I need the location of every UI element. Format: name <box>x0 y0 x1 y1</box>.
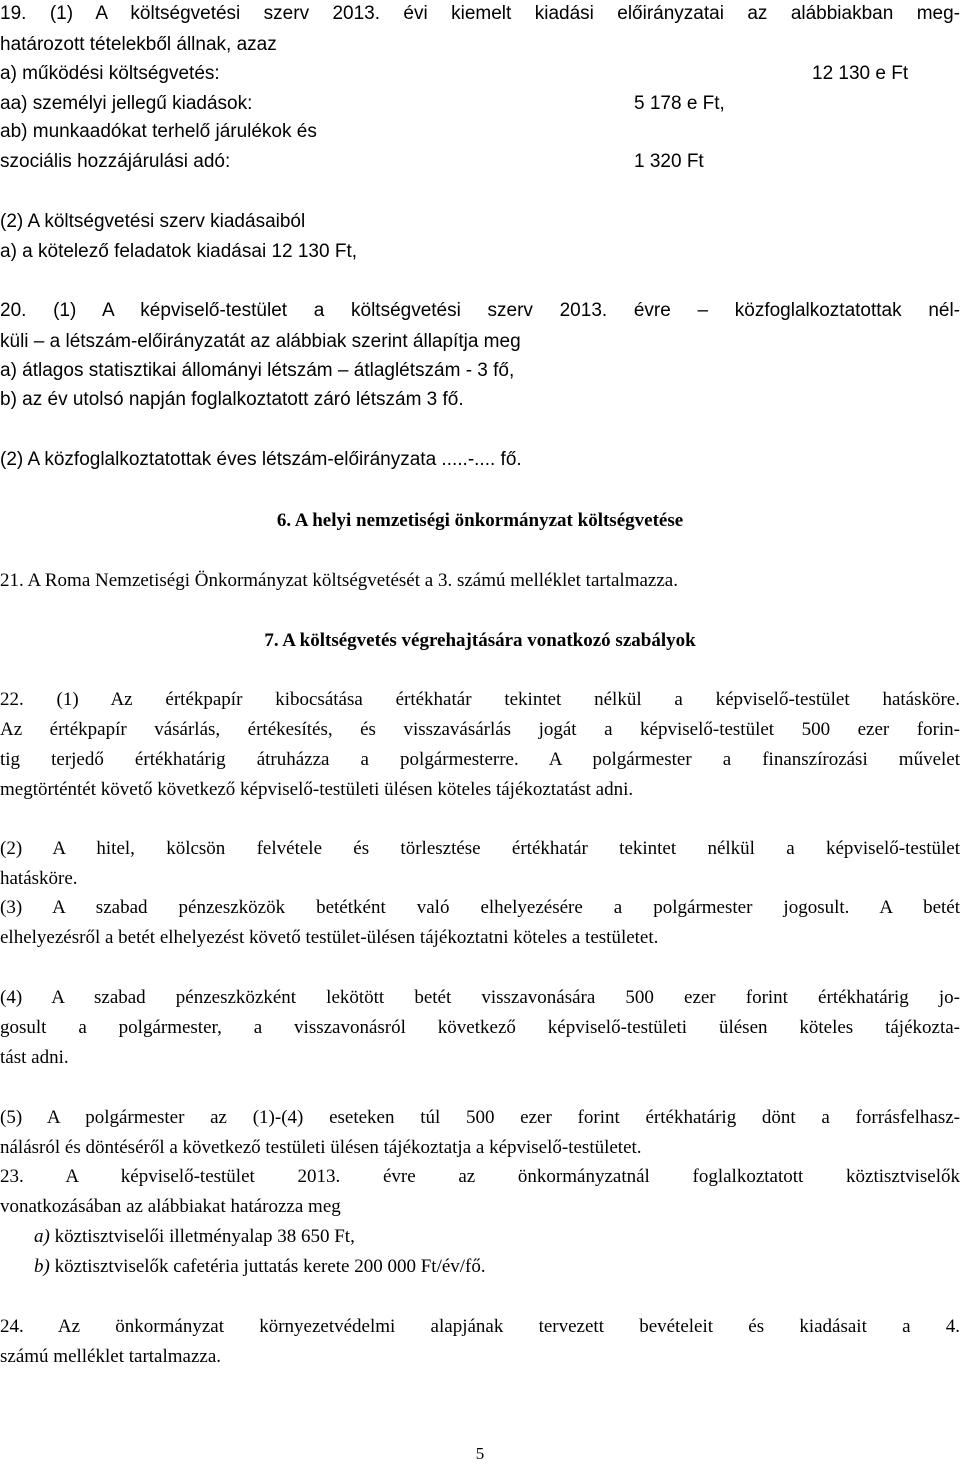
s19-aa-label: aa) személyi jellegű kiadások: <box>0 93 253 114</box>
s19-p2-line-1: (2) A költségvetési szerv kiadásaiból <box>0 211 306 232</box>
s23-item-b-marker: b) <box>34 1256 50 1277</box>
section-heading-6: 6. A helyi nemzetiségi önkormányzat költségvetése <box>276 510 684 531</box>
s24-line-1: 24. Az önkormányzat környezetvédelmi alapjának tervezett bevételeit és kiadásait a 4. <box>0 1316 960 1337</box>
s23-item-b <box>34 1256 934 1278</box>
s21-line: 21. A Roma Nemzetiségi Önkormányzat költségvetését a 3. számú melléklet tartalmazza. <box>0 570 678 591</box>
page-number: 5 <box>475 1444 485 1463</box>
s22-p4-line-2: gosult a polgármester, a visszavonásról következő képviselő-testületi ülésen köteles tájékozta- <box>0 1017 960 1038</box>
s19-line-1: 19. (1) A költségvetési szerv 2013. évi kiemelt kiadási előirányzatai az alábbiakban meg- <box>0 3 960 24</box>
s23-line-2: vonatkozásában az alábbiakat határozza meg <box>0 1196 341 1217</box>
s22-p5-line-2: nálásról és döntéséről a következő testületi ülésen tájékoztatja a képviselő-testületet. <box>0 1137 642 1158</box>
s22-line-2: Az értékpapír vásárlás, értékesítés, és visszavásárlás jogát a képviselő-testület 500 ezer forin- <box>0 719 960 740</box>
s23-item-a <box>34 1226 934 1248</box>
s23-item-a-marker: a) <box>34 1226 50 1247</box>
s20-line-2: küli – a létszám-előirányzatát az alábbiak szerint állapítja meg <box>0 331 521 352</box>
s19-ab-label-2: szociális hozzájárulási adó: <box>0 151 231 172</box>
s22-line-4: megtörténtét követő következő képviselő-testületi ülésen köteles tájékoztatást adni. <box>0 779 634 800</box>
s23-line-1: 23. A képviselő-testület 2013. évre az önkormányzatnál foglalkoztatott köztisztviselők <box>0 1166 960 1187</box>
s19-a-label: a) működési költségvetés: <box>0 63 220 84</box>
s20-line-4: b) az év utolsó napján foglalkoztatott záró létszám 3 fő. <box>0 389 464 410</box>
section-heading-7: 7. A költségvetés végrehajtására vonatkozó szabályok <box>264 630 696 651</box>
s23-item-a-text: köztisztviselői illetményalap 38 650 Ft, <box>49 1226 355 1247</box>
s22-p4-line-3: tást adni. <box>0 1047 69 1068</box>
s19-a-value: 12 130 e Ft <box>812 63 909 84</box>
s20-line-3: a) átlagos statisztikai állományi létszám – átlaglétszám - 3 fő, <box>0 360 515 381</box>
s22-p2-line-1: (2) A hitel, kölcsön felvétele és törlesztése értékhatár tekintet nélkül a képviselő-testület <box>0 838 960 859</box>
s23-item-b-text: köztisztviselők cafetéria juttatás kerete 200 000 Ft/év/fő. <box>49 1256 486 1277</box>
s24-line-2: számú melléklet tartalmazza. <box>0 1346 222 1367</box>
s22-line-1: 22. (1) Az értékpapír kibocsátása értékhatár tekintet nélkül a képviselő-testület hatásköre. <box>0 689 960 710</box>
s22-line-3: tig terjedő értékhatárig átruházza a polgármesterre. A polgármester a finanszírozási művelet <box>0 749 960 770</box>
s19-line-2: határozott tételekből állnak, azaz <box>0 34 277 55</box>
s22-p5-line-1: (5) A polgármester az (1)-(4) eseteken túl 500 ezer forint értékhatárig dönt a forrásfelhasz- <box>0 1107 960 1128</box>
s19-aa-value: 5 178 e Ft, <box>634 93 725 114</box>
s19-ab-value: 1 320 Ft <box>634 151 704 172</box>
s20-line-1: 20. (1) A képviselő-testület a költségvetési szerv 2013. évre – közfoglalkoztatottak nél- <box>0 300 960 321</box>
s22-p4-line-1: (4) A szabad pénzeszközként lekötött betét visszavonására 500 ezer forint értékhatárig jo- <box>0 987 960 1008</box>
s22-p3-line-2: elhelyezésről a betét elhelyezést követő testület-ülésen tájékoztatni köteles a testületet. <box>0 927 659 948</box>
s20-line-5: (2) A közfoglalkoztatottak éves létszám-előirányzata .....-.... fő. <box>0 449 522 470</box>
s22-p2-line-2: hatásköre. <box>0 868 78 889</box>
s19-ab-label-1: ab) munkaadókat terhelő járulékok és <box>0 121 317 142</box>
s19-p2-line-2: a) a kötelező feladatok kiadásai 12 130 Ft, <box>0 241 358 262</box>
s22-p3-line-1: (3) A szabad pénzeszközök betétként való elhelyezésére a polgármester jogosult. A betét <box>0 897 960 918</box>
